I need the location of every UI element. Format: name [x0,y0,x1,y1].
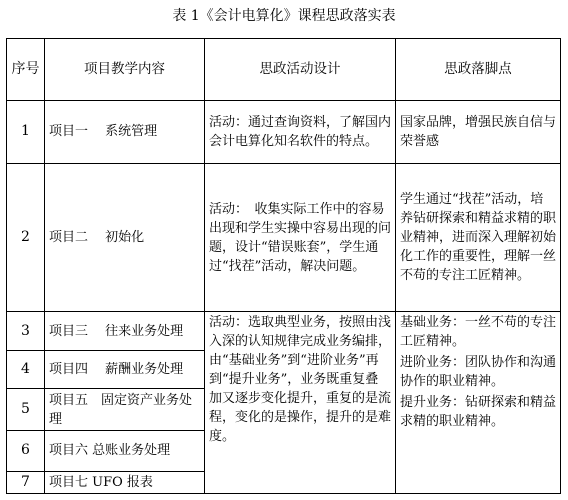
row-content: 项目六 总账业务处理 [45,431,205,472]
merged-design: 活动：选取典型业务，按照由浅入深的认知规律完成业务编排，由“基础业务”到“进阶业务”再到“提升业务”，业务既重复叠加又逐步变化提升，重复的是流程，变化的是操作，提升的是难度。 [205,312,396,494]
table-row [7,312,561,351]
row-content: 项目二 初始化 [45,163,205,311]
row-design: 活动： 收集实际工作中的容易出现和学生实操中容易出现的问题，设计“错误账套”，学生通过“找茬”活动，解决问题。 [205,163,396,311]
table-caption: 表 1《会计电算化》课程思政落实表 [172,8,396,24]
row-num: 2 [7,163,45,311]
merged-points [396,312,561,494]
header-row [7,39,561,101]
row-content: 项目四 薪酬业务处理 [45,350,205,389]
row-num: 4 [7,350,45,389]
header-num: 序号 [7,39,45,101]
row-content: 项目五 固定资产业务处理 [45,389,205,431]
table-row [7,163,561,311]
row-num: 3 [7,312,45,351]
row-num: 5 [7,389,45,431]
table-row [7,100,561,163]
point-advanced: 进阶业务：团队协作和沟通协作的职业精神。 [400,355,557,390]
point-basic: 基础业务：一丝不苟的专注工匠精神。 [400,315,557,350]
row-point: 国家品牌，增强民族自信与荣誉感 [396,100,561,163]
ideology-table [6,38,561,494]
row-content: 项目三 往来业务处理 [45,312,205,351]
header-design: 思政活动设计 [205,39,396,101]
row-point: 学生通过“找茬”活动，培养钻研探索和精益求精的职业精神，进而深入理解初始化工作的重要性，理解一丝不苟的专注工匠精神。 [396,163,561,311]
header-content: 项目教学内容 [45,39,205,101]
header-point: 思政落脚点 [396,39,561,101]
row-content: 项目一 系统管理 [45,100,205,163]
row-content: 项目七 UFO 报表 [45,471,205,493]
row-num: 6 [7,431,45,472]
point-upgrade: 提升业务：钻研探索和精益求精的职业精神。 [400,395,557,430]
row-num: 7 [7,471,45,493]
row-num: 1 [7,100,45,163]
row-design: 活动：通过查询资料，了解国内会计电算化知名软件的特点。 [205,100,396,163]
